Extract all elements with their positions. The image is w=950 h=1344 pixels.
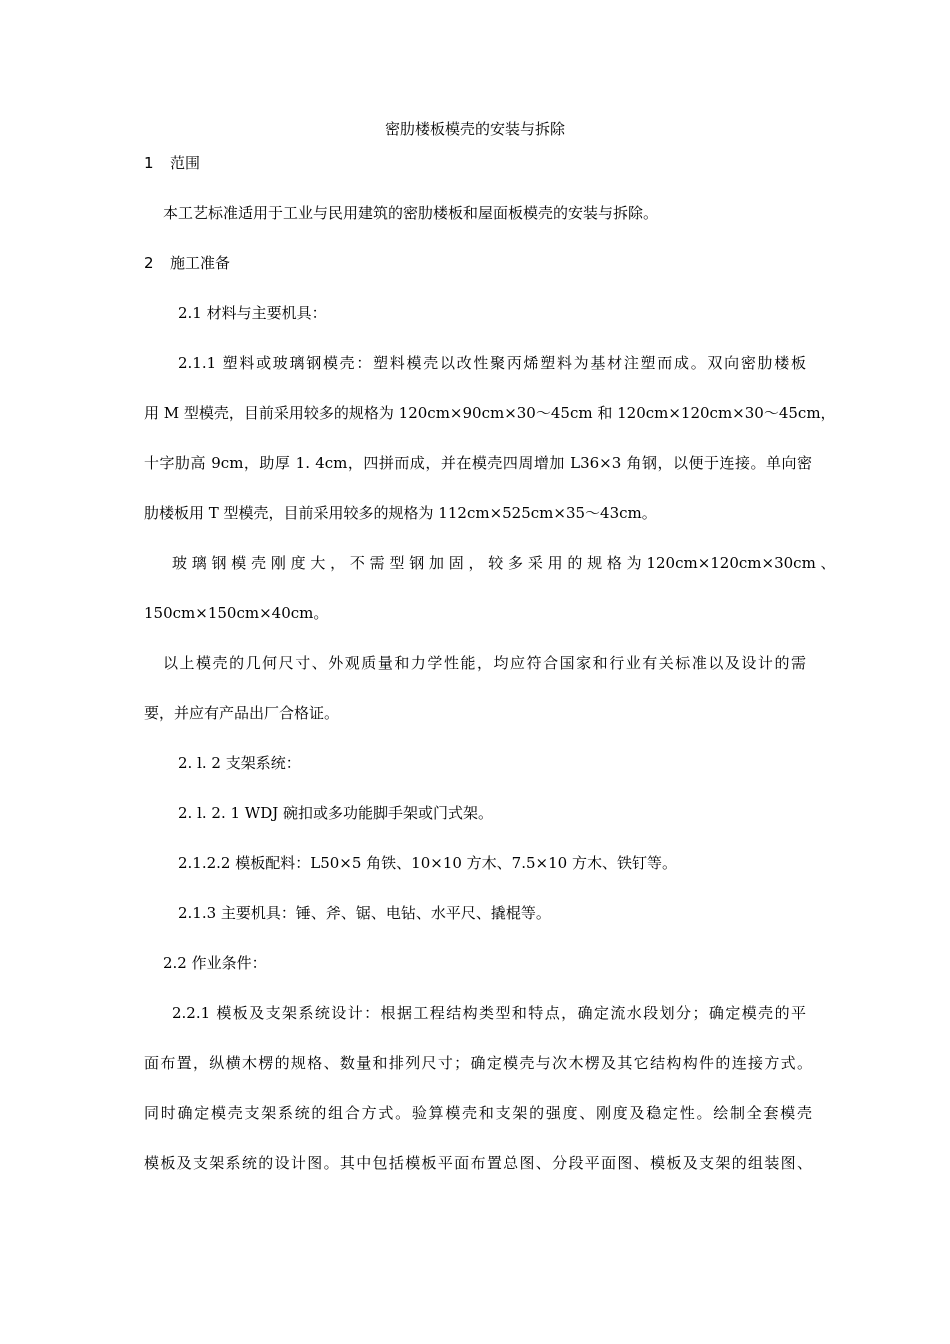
section-2-title: 施工准备 xyxy=(170,254,231,272)
document-title: 密肋楼板模壳的安装与拆除 xyxy=(384,120,565,138)
section-2-number: 2 xyxy=(144,254,154,272)
paragraph-line: 要，并应有产品出厂合格证。 xyxy=(144,704,340,722)
item-2-1-2-2: 2.1.2.2 模板配料：L50×5 角铁、10×10 方木、7.5×10 方木、铁钉等。 xyxy=(178,854,677,872)
subsection-2-1-2-heading: 2. l. 2 支架系统： xyxy=(178,754,301,772)
section-1-heading xyxy=(144,152,812,174)
paragraph-line: 2.1.1 塑料或玻璃钢模壳：塑料模壳以改性聚丙烯塑料为基材注塑而成。双向密肋楼板 xyxy=(178,354,806,372)
section-2-heading xyxy=(144,252,812,274)
paragraph-line: 以上模壳的几何尺寸、外观质量和力学性能，均应符合国家和行业有关标准以及设计的需 xyxy=(163,654,806,672)
paragraph-line: 同时确定模壳支架系统的组合方式。验算模壳和支架的强度、刚度及稳定性。绘制全套模壳 xyxy=(144,1104,812,1122)
section-1-number: 1 xyxy=(144,154,154,172)
subsection-2-1-heading: 2.1 材料与主要机具： xyxy=(178,304,327,322)
subsection-2-2-heading: 2.2 作业条件： xyxy=(163,954,267,972)
paragraph-line: 面布置，纵横木楞的规格、数量和排列尺寸；确定模壳与次木楞及其它结构构件的连接方式。 xyxy=(144,1054,812,1072)
section-1-paragraph: 本工艺标准适用于工业与民用建筑的密肋楼板和屋面板模壳的安装与拆除。 xyxy=(163,204,659,222)
item-2-1-2-1: 2. l. 2. 1 WDJ 碗扣或多功能脚手架或门式架。 xyxy=(178,804,494,822)
paragraph-line: 玻 璃 钢 模 壳 刚 度 大 ， 不 需 型 钢 加 固 ， 较 多 采 用 的 规 格 为 120cm×120cm×30cm 、 xyxy=(172,554,836,572)
paragraph-line: 150cm×150cm×40cm。 xyxy=(144,604,329,622)
paragraph-line: 肋楼板用 T 型模壳，目前采用较多的规格为 112cm×525cm×35～43cm。 xyxy=(144,504,657,522)
paragraph-line: 2.2.1 模板及支架系统设计：根据工程结构类型和特点，确定流水段划分；确定模壳的平 xyxy=(172,1004,806,1022)
paragraph-line: 十字肋高 9cm，助厚 1. 4cm，四拼而成，并在模壳四周增加 L36×3 角钢，以便于连接。单向密 xyxy=(144,454,812,472)
paragraph-line: 模板及支架系统的设计图。其中包括模板平面布置总图、分段平面图、模板及支架的组装图、 xyxy=(144,1154,812,1172)
item-2-1-3: 2.1.3 主要机具：锤、斧、锯、电钻、水平尺、撬棍等。 xyxy=(178,904,551,922)
section-1-title: 范围 xyxy=(170,154,201,172)
paragraph-line: 用 M 型模壳，目前采用较多的规格为 120cm×90cm×30～45cm 和 120cm×120cm×30～45cm， xyxy=(144,404,836,422)
